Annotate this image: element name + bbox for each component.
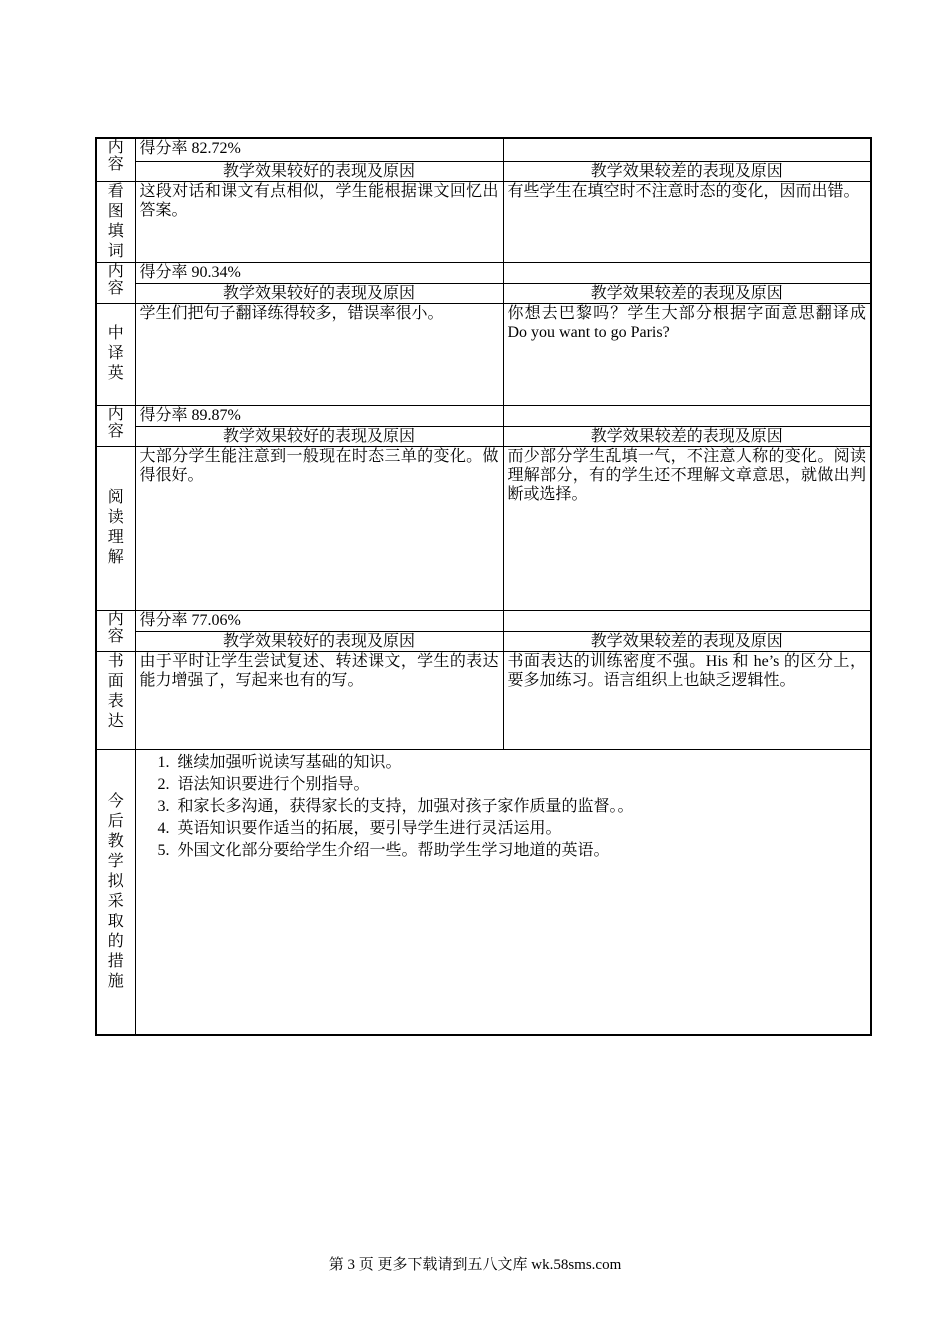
measure-item: 5. 外国文化部分要给学生介绍一些。帮助学生学习地道的英语。 (174, 840, 867, 862)
good-text: 这段对话和课文有点相似，学生能根据课文回忆出答案。 (135, 181, 503, 262)
section-score-row (96, 262, 871, 283)
section-name: 阅读理解 (96, 446, 135, 610)
section-body-row (96, 303, 871, 405)
bad-header: 教学效果较差的表现及原因 (503, 426, 871, 446)
score-rate: 得分率 90.34% (135, 262, 503, 283)
analysis-table (95, 137, 872, 1036)
measure-item: 2. 语法知识要进行个别指导。 (174, 774, 867, 796)
content-label: 内容 (96, 405, 135, 446)
content-label: 内容 (96, 262, 135, 303)
empty-cell (503, 262, 871, 283)
section-name: 看图填词 (96, 181, 135, 262)
content-label: 内容 (96, 138, 135, 181)
good-header: 教学效果较好的表现及原因 (135, 283, 503, 303)
measures-label: 今后教学拟采取的措施 (96, 749, 135, 1035)
good-header: 教学效果较好的表现及原因 (135, 631, 503, 651)
section-body-row (96, 651, 871, 749)
content-label: 内容 (96, 610, 135, 651)
score-rate: 得分率 89.87% (135, 405, 503, 426)
bad-text: 书面表达的训练密度不强。His 和 he’s 的区分上，要多加练习。语言组织上也缺乏逻辑性。 (503, 651, 871, 749)
measures-cell (135, 749, 871, 1035)
section-score-row (96, 405, 871, 426)
empty-cell (503, 405, 871, 426)
good-text: 大部分学生能注意到一般现在时态三单的变化。做得很好。 (135, 446, 503, 610)
section-name: 书面表达 (96, 651, 135, 749)
bad-text: 有些学生在填空时不注意时态的变化，因而出错。 (503, 181, 871, 262)
section-header-row (96, 283, 871, 303)
bad-header: 教学效果较差的表现及原因 (503, 631, 871, 651)
score-rate: 得分率 82.72% (135, 138, 503, 161)
measure-item: 1. 继续加强听说读写基础的知识。 (174, 752, 867, 774)
section-body-row (96, 446, 871, 610)
bad-header: 教学效果较差的表现及原因 (503, 161, 871, 181)
page-footer: 第 3 页 更多下载请到五八文库 wk.58sms.com (328, 1257, 622, 1273)
empty-cell (503, 610, 871, 631)
bad-text: 你想去巴黎吗？学生大部分根据字面意思翻译成 Do you want to go Paris? (503, 303, 871, 405)
bad-text: 而少部分学生乱填一气，不注意人称的变化。阅读理解部分，有的学生还不理解文章意思，就做出判断或选择。 (503, 446, 871, 610)
section-header-row (96, 631, 871, 651)
good-text: 学生们把句子翻译练得较多，错误率很小。 (135, 303, 503, 405)
section-name: 中译英 (96, 303, 135, 405)
good-header: 教学效果较好的表现及原因 (135, 426, 503, 446)
measures-list (136, 752, 867, 862)
good-header: 教学效果较好的表现及原因 (135, 161, 503, 181)
section-header-row (96, 161, 871, 181)
section-score-row (96, 138, 871, 161)
measure-item: 4. 英语知识要作适当的拓展，要引导学生进行灵活运用。 (174, 818, 867, 840)
section-score-row (96, 610, 871, 631)
good-text: 由于平时让学生尝试复述、转述课文，学生的表达能力增强了，写起来也有的写。 (135, 651, 503, 749)
measures-row (96, 749, 871, 1035)
bad-header: 教学效果较差的表现及原因 (503, 283, 871, 303)
score-rate: 得分率 77.06% (135, 610, 503, 631)
section-header-row (96, 426, 871, 446)
empty-cell (503, 138, 871, 161)
section-body-row (96, 181, 871, 262)
measure-item: 3. 和家长多沟通，获得家长的支持，加强对孩子家作质量的监督。。 (174, 796, 867, 818)
